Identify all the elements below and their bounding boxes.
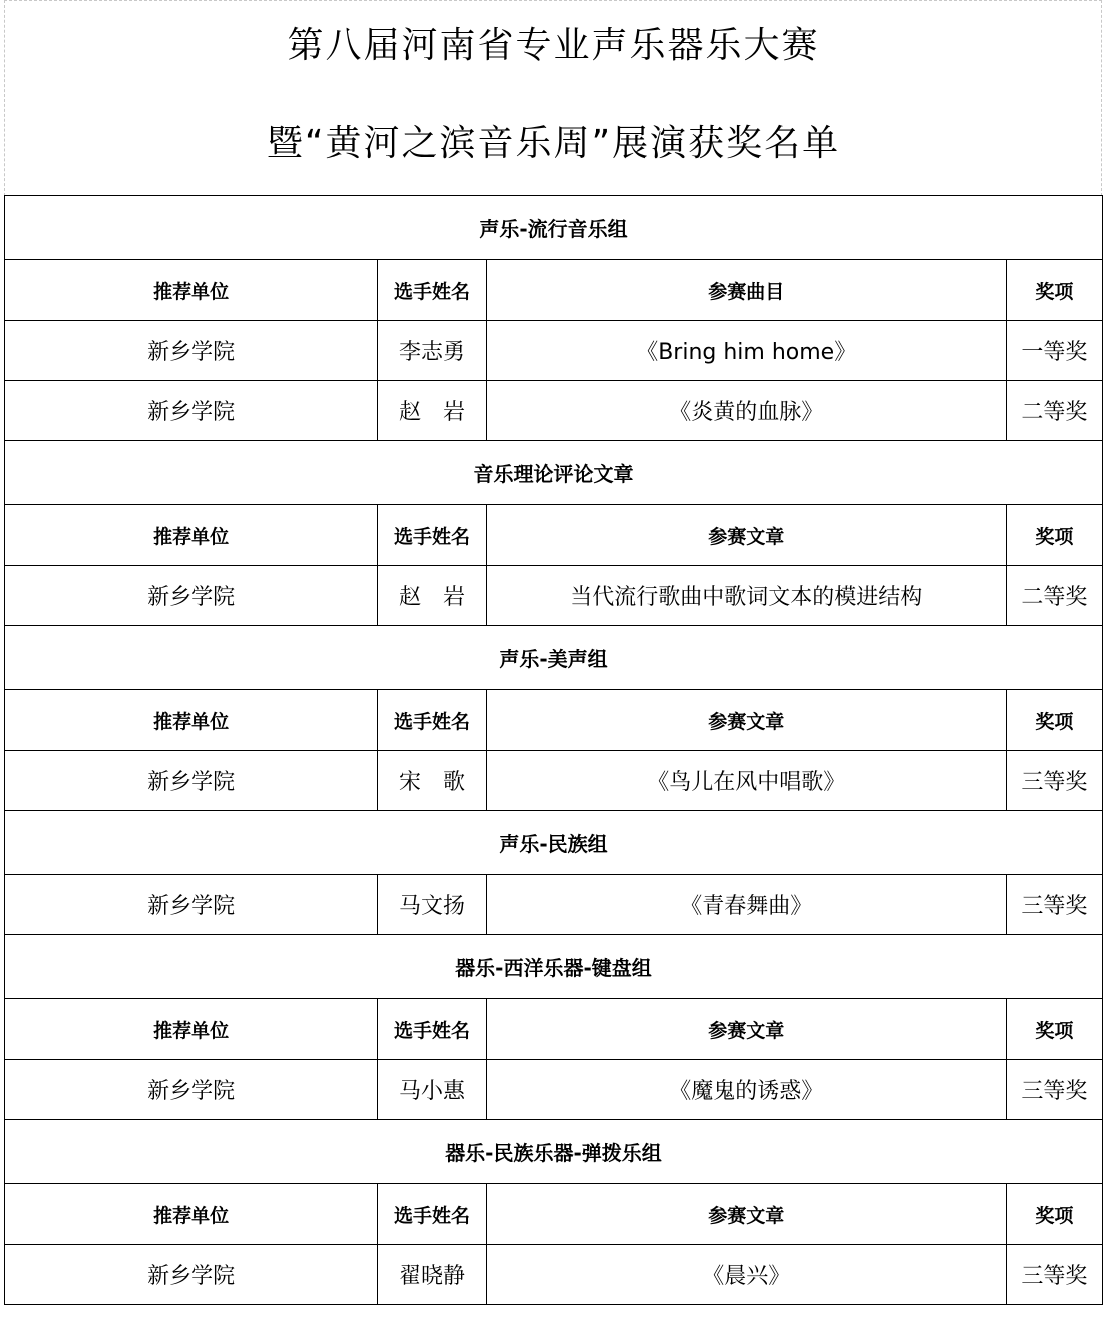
table-row: [5, 1060, 1103, 1120]
header-row: [5, 505, 1103, 566]
header-row: [5, 690, 1103, 751]
header-row: [5, 1184, 1103, 1245]
section-title: 声乐-美声组: [5, 626, 1103, 690]
header-award: 奖项: [1006, 1184, 1102, 1245]
header-work: 参赛文章: [486, 505, 1006, 566]
cell-work: 《炎黄的血脉》: [486, 381, 1006, 441]
section-title: 声乐-流行音乐组: [5, 196, 1103, 260]
cell-award: 二等奖: [1006, 566, 1102, 626]
section-row: [5, 935, 1103, 999]
cell-work: 当代流行歌曲中歌词文本的模进结构: [486, 566, 1006, 626]
header-work: 参赛文章: [486, 999, 1006, 1060]
header-award: 奖项: [1006, 260, 1102, 321]
cell-unit: 新乡学院: [5, 321, 378, 381]
cell-award: 三等奖: [1006, 1245, 1102, 1305]
cell-name: 翟晓静: [378, 1245, 486, 1305]
cell-award: 三等奖: [1006, 751, 1102, 811]
table-row: [5, 381, 1103, 441]
header-award: 奖项: [1006, 505, 1102, 566]
cell-name: 马小惠: [378, 1060, 486, 1120]
table-row: [5, 875, 1103, 935]
awards-table: [4, 195, 1103, 1305]
header-name: 选手姓名: [378, 999, 486, 1060]
header-unit: 推荐单位: [5, 999, 378, 1060]
section-title: 器乐-西洋乐器-键盘组: [5, 935, 1103, 999]
header-work: 参赛文章: [486, 690, 1006, 751]
cell-work: 《晨兴》: [486, 1245, 1006, 1305]
document-title-line-2: 暨“黄河之滨音乐周”展演获奖名单: [266, 123, 841, 164]
cell-unit: 新乡学院: [5, 566, 378, 626]
header-row: [5, 260, 1103, 321]
header-unit: 推荐单位: [5, 690, 378, 751]
header-name: 选手姓名: [378, 1184, 486, 1245]
table-row: [5, 751, 1103, 811]
header-work: 参赛文章: [486, 1184, 1006, 1245]
table-row: [5, 1245, 1103, 1305]
table-row: [5, 566, 1103, 626]
cell-name: 赵 岩: [378, 381, 486, 441]
cell-award: 三等奖: [1006, 1060, 1102, 1120]
header-unit: 推荐单位: [5, 1184, 378, 1245]
section-row: [5, 441, 1103, 505]
header-unit: 推荐单位: [5, 260, 378, 321]
header-award: 奖项: [1006, 999, 1102, 1060]
cell-unit: 新乡学院: [5, 1245, 378, 1305]
cell-unit: 新乡学院: [5, 381, 378, 441]
cell-work: 《鸟儿在风中唱歌》: [486, 751, 1006, 811]
document-title-line-1: 第八届河南省专业声乐器乐大赛: [287, 25, 820, 66]
header-unit: 推荐单位: [5, 505, 378, 566]
section-row: [5, 196, 1103, 260]
cell-unit: 新乡学院: [5, 1060, 378, 1120]
cell-unit: 新乡学院: [5, 751, 378, 811]
section-row: [5, 811, 1103, 875]
cell-name: 李志勇: [378, 321, 486, 381]
cell-name: 马文扬: [378, 875, 486, 935]
cell-work: 《青春舞曲》: [486, 875, 1006, 935]
section-row: [5, 1120, 1103, 1184]
section-title: 音乐理论评论文章: [5, 441, 1103, 505]
cell-name: 宋 歌: [378, 751, 486, 811]
cell-award: 二等奖: [1006, 381, 1102, 441]
cell-award: 三等奖: [1006, 875, 1102, 935]
header-name: 选手姓名: [378, 505, 486, 566]
cell-unit: 新乡学院: [5, 875, 378, 935]
header-work: 参赛曲目: [486, 260, 1006, 321]
cell-work: 《Bring him home》: [486, 321, 1006, 381]
header-award: 奖项: [1006, 690, 1102, 751]
section-title: 声乐-民族组: [5, 811, 1103, 875]
section-title: 器乐-民族乐器-弹拨乐组: [5, 1120, 1103, 1184]
table-row: [5, 321, 1103, 381]
cell-award: 一等奖: [1006, 321, 1102, 381]
header-row: [5, 999, 1103, 1060]
header-name: 选手姓名: [378, 690, 486, 751]
section-row: [5, 626, 1103, 690]
cell-work: 《魔鬼的诱惑》: [486, 1060, 1006, 1120]
header-name: 选手姓名: [378, 260, 486, 321]
cell-name: 赵 岩: [378, 566, 486, 626]
